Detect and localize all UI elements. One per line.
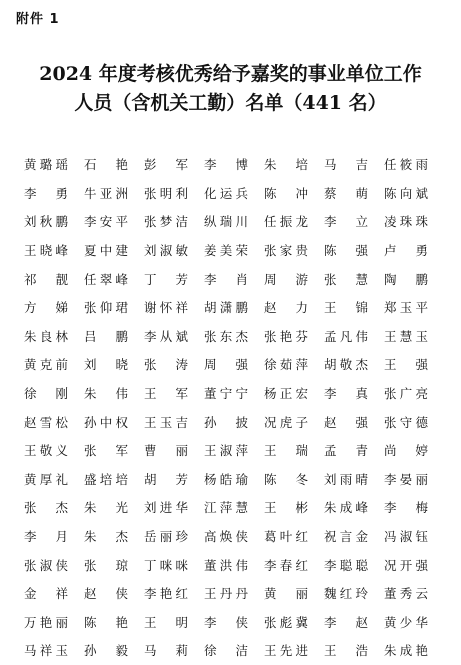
title-line-2: 人员（含机关工勤）名单（441 名）: [74, 92, 387, 114]
name-row: [24, 579, 444, 608]
person-name: 李 聪 聪: [324, 557, 368, 573]
person-name: 姜 美 荣: [204, 243, 248, 259]
person-name: 刘 雨 晴: [324, 471, 368, 487]
person-name: 孙 毅: [84, 643, 128, 659]
person-name: 王 先 进: [264, 643, 308, 659]
person-name: 王 玉 吉: [144, 414, 188, 430]
person-name: 王 晓 峰: [24, 243, 68, 259]
person-name: 牛 亚 洲: [84, 185, 128, 201]
person-name: 黄 丽: [264, 586, 308, 602]
person-name: 朱 培: [264, 157, 308, 173]
person-name: 黄 克 前: [24, 357, 68, 373]
person-name: 葛 叶 红: [264, 529, 308, 545]
person-name: 王 丹 丹: [204, 586, 248, 602]
person-name: 刘 淑 敏: [144, 243, 188, 259]
name-row: [24, 150, 444, 179]
name-row: [24, 636, 444, 665]
document-title: [0, 60, 461, 118]
person-name: 李 月: [24, 529, 68, 545]
name-row: [24, 207, 444, 236]
person-name: 朱 成 艳: [384, 643, 428, 659]
person-name: 李 赵: [324, 614, 368, 630]
name-row: [24, 465, 444, 494]
person-name: 朱 良 林: [24, 328, 68, 344]
person-name: 任 筱 雨: [384, 157, 428, 173]
person-name: 丁 芳: [144, 271, 188, 287]
person-name: 张 家 贵: [264, 243, 308, 259]
person-name: 王 淑 萍: [204, 443, 248, 459]
person-name: 徐 洁: [204, 643, 248, 659]
person-name: 王 瑞: [264, 443, 308, 459]
person-name: 冯 淑 钰: [384, 529, 428, 545]
person-name: 李 真: [324, 386, 368, 402]
person-name: 李 勇: [24, 185, 68, 201]
person-name: 赵 雪 松: [24, 414, 68, 430]
name-row: [24, 550, 444, 579]
person-name: 张 琼: [84, 557, 128, 573]
person-name: 刘 秋 鹏: [24, 214, 68, 230]
person-name: 蔡 萌: [324, 185, 368, 201]
person-name: 王 强: [384, 357, 428, 373]
person-name: 张 仰 珺: [84, 300, 128, 316]
person-name: 尚 婷: [384, 443, 428, 459]
person-name: 任 振 龙: [264, 214, 308, 230]
person-name: 黄 璐 瑶: [24, 157, 68, 173]
person-name: 张 杰: [24, 500, 68, 516]
person-name: 纵 瑞 川: [204, 214, 248, 230]
person-name: 岳 丽 珍: [144, 529, 188, 545]
person-name: 王 慧 玉: [384, 328, 428, 344]
name-row: [24, 350, 444, 379]
person-name: 李 春 红: [264, 557, 308, 573]
person-name: 孟 青: [324, 443, 368, 459]
person-name: 胡 敬 杰: [324, 357, 368, 373]
person-name: 况 开 强: [384, 557, 428, 573]
person-name: 马 祥 玉: [24, 643, 68, 659]
name-row: [24, 493, 444, 522]
person-name: 马 莉: [144, 643, 188, 659]
person-name: 张 艳 芬: [264, 328, 308, 344]
name-list: [24, 150, 444, 665]
person-name: 黄 少 华: [384, 614, 428, 630]
person-name: 马 吉: [324, 157, 368, 173]
person-name: 张 彪 冀: [264, 614, 308, 630]
person-name: 李 安 平: [84, 214, 128, 230]
person-name: 赵 侠: [84, 586, 128, 602]
person-name: 陈 强: [324, 243, 368, 259]
person-name: 刘 晓: [84, 357, 128, 373]
person-name: 祝 言 金: [324, 529, 368, 545]
person-name: 李 从 斌: [144, 328, 188, 344]
person-name: 李 侠: [204, 614, 248, 630]
person-name: 彭 军: [144, 157, 188, 173]
person-name: 董 秀 云: [384, 586, 428, 602]
person-name: 黄 厚 礼: [24, 471, 68, 487]
person-name: 万 艳 丽: [24, 614, 68, 630]
person-name: 李 博: [204, 157, 248, 173]
attachment-label: 附件 1: [16, 12, 60, 27]
person-name: 孙 中 权: [84, 414, 128, 430]
person-name: 董 宁 宁: [204, 386, 248, 402]
person-name: 周 强: [204, 357, 248, 373]
person-name: 周 游: [264, 271, 308, 287]
person-name: 胡 潇 鹏: [204, 300, 248, 316]
person-name: 朱 伟: [84, 386, 128, 402]
person-name: 徐 茹 萍: [264, 357, 308, 373]
person-name: 张 军: [84, 443, 128, 459]
person-name: 夏 中 建: [84, 243, 128, 259]
person-name: 石 艳: [84, 157, 128, 173]
name-row: [24, 522, 444, 551]
person-name: 赵 强: [324, 414, 368, 430]
person-name: 张 梦 洁: [144, 214, 188, 230]
name-row: [24, 407, 444, 436]
person-name: 王 明: [144, 614, 188, 630]
person-name: 盛 培 培: [84, 471, 128, 487]
person-name: 任 翠 峰: [84, 271, 128, 287]
person-name: 王 敬 义: [24, 443, 68, 459]
person-name: 卢 勇: [384, 243, 428, 259]
person-name: 魏 红 玲: [324, 586, 368, 602]
person-name: 张 淑 侠: [24, 557, 68, 573]
person-name: 吕 鹏: [84, 328, 128, 344]
person-name: 李 晏 丽: [384, 471, 428, 487]
person-name: 胡 芳: [144, 471, 188, 487]
name-row: [24, 236, 444, 265]
person-name: 张 守 德: [384, 414, 428, 430]
person-name: 化 运 兵: [204, 185, 248, 201]
person-name: 陈 向 斌: [384, 185, 428, 201]
name-row: [24, 379, 444, 408]
person-name: 刘 进 华: [144, 500, 188, 516]
person-name: 凌 珠 珠: [384, 214, 428, 230]
person-name: 朱 杰: [84, 529, 128, 545]
name-row: [24, 179, 444, 208]
person-name: 方 娣: [24, 300, 68, 316]
person-name: 陶 鹏: [384, 271, 428, 287]
title-line-1: 2024 年度考核优秀给予嘉奖的事业单位工作: [39, 63, 422, 85]
person-name: 陈 冲: [264, 185, 308, 201]
person-name: 陈 艳: [84, 614, 128, 630]
person-name: 杨 正 宏: [264, 386, 308, 402]
name-row: [24, 322, 444, 351]
person-name: 孙 披: [204, 414, 248, 430]
person-name: 赵 力: [264, 300, 308, 316]
person-name: 王 浩: [324, 643, 368, 659]
person-name: 张 慧: [324, 271, 368, 287]
person-name: 郑 玉 平: [384, 300, 428, 316]
person-name: 孟 凡 伟: [324, 328, 368, 344]
name-row: [24, 293, 444, 322]
person-name: 王 军: [144, 386, 188, 402]
person-name: 徐 刚: [24, 386, 68, 402]
name-row: [24, 436, 444, 465]
person-name: 丁 咪 咪: [144, 557, 188, 573]
person-name: 张 涛: [144, 357, 188, 373]
person-name: 祁 靓: [24, 271, 68, 287]
person-name: 张 东 杰: [204, 328, 248, 344]
person-name: 杨 皓 瑜: [204, 471, 248, 487]
person-name: 高 焕 侠: [204, 529, 248, 545]
person-name: 曹 丽: [144, 443, 188, 459]
person-name: 陈 冬: [264, 471, 308, 487]
person-name: 张 明 利: [144, 185, 188, 201]
person-name: 朱 成 峰: [324, 500, 368, 516]
person-name: 董 洪 伟: [204, 557, 248, 573]
person-name: 谢 怀 祥: [144, 300, 188, 316]
person-name: 李 艳 红: [144, 586, 188, 602]
person-name: 李 立: [324, 214, 368, 230]
name-row: [24, 264, 444, 293]
person-name: 王 彬: [264, 500, 308, 516]
person-name: 朱 光: [84, 500, 128, 516]
person-name: 李 肖: [204, 271, 248, 287]
person-name: 江 萍 慧: [204, 500, 248, 516]
person-name: 张 广 亮: [384, 386, 428, 402]
person-name: 李 梅: [384, 500, 428, 516]
name-row: [24, 608, 444, 637]
person-name: 况 虎 子: [264, 414, 308, 430]
person-name: 王 锦: [324, 300, 368, 316]
person-name: 金 祥: [24, 586, 68, 602]
